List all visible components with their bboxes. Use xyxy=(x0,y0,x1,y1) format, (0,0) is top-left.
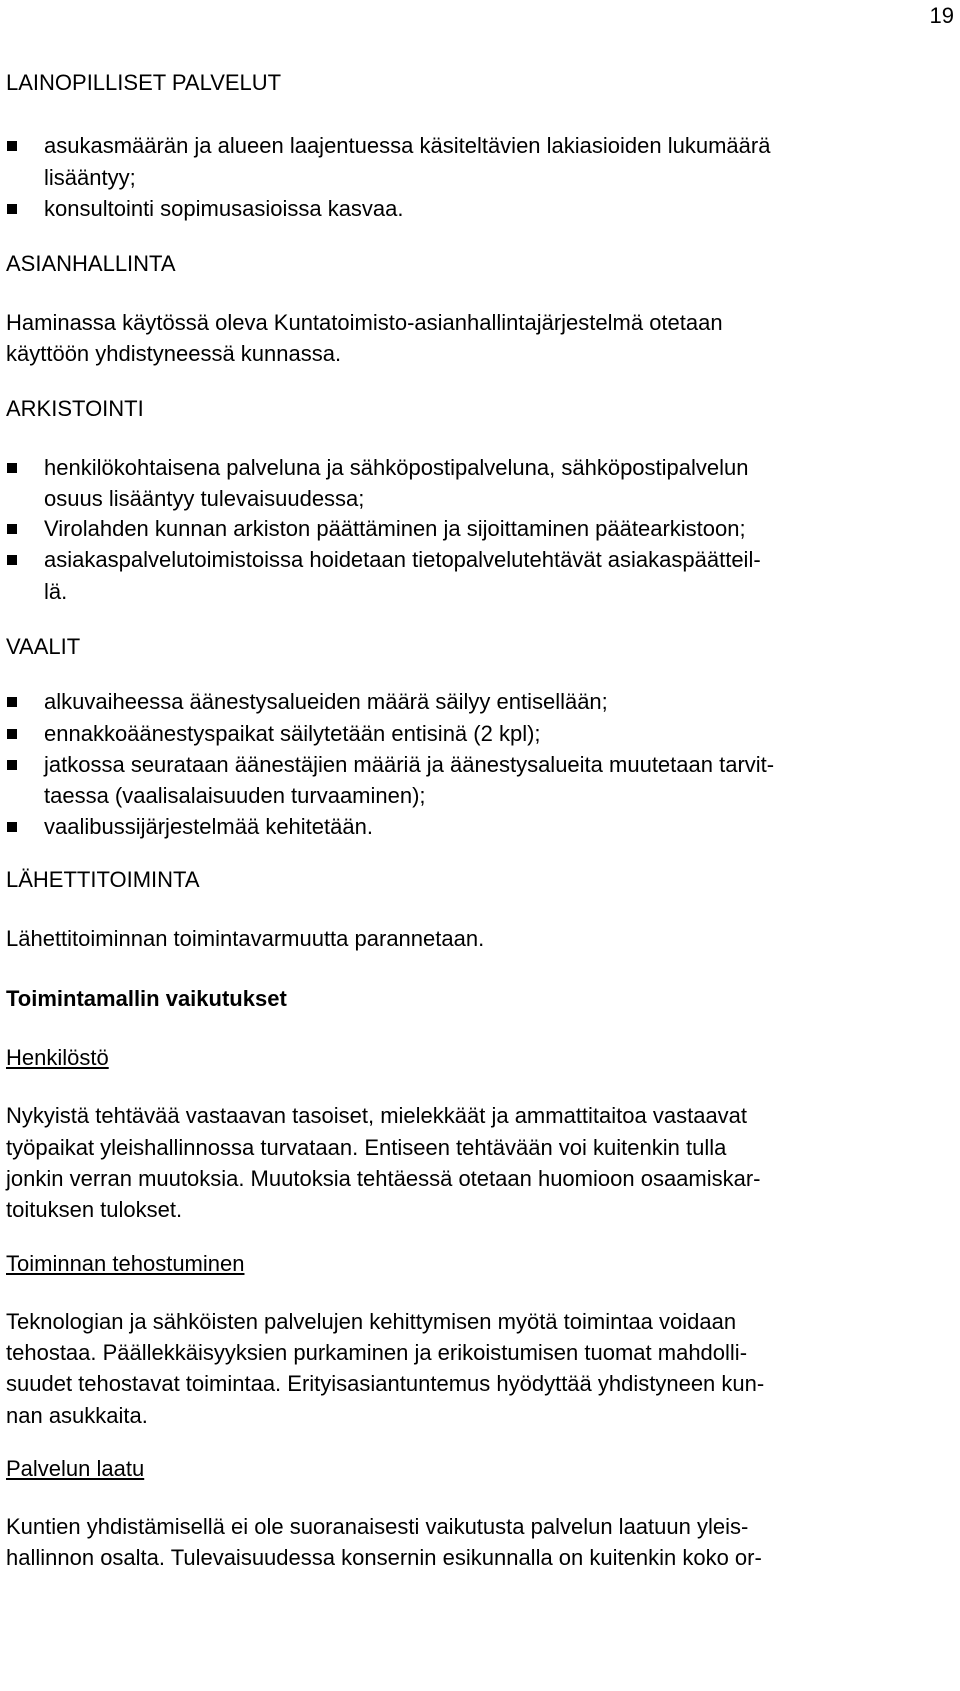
section-heading-arkistointi: ARKISTOINTI xyxy=(6,396,144,421)
list-item xyxy=(44,686,608,719)
bullet-marker xyxy=(7,729,17,739)
list-item xyxy=(44,513,746,546)
list-item xyxy=(44,544,761,577)
paragraph-line: Nykyistä tehtävää vastaavan tasoiset, mielekkäät ja ammattitaitoa vastaavat xyxy=(6,1103,748,1128)
subsection-heading-tehostuminen: Toiminnan tehostuminen xyxy=(6,1251,245,1276)
subsection-heading-henkilosto: Henkilöstö xyxy=(6,1045,109,1070)
paragraph-line: työpaikat yleishallinnossa turvataan. Entiseen tehtävään voi kuitenkin tulla xyxy=(6,1135,727,1160)
section-heading-lahettitoiminta: LÄHETTITOIMINTA xyxy=(6,867,200,892)
list-item-text: asukasmäärän ja alueen laajentuessa käsiteltävien lakiasioiden lukumäärä xyxy=(44,133,771,158)
list-item-continuation: lisääntyy; xyxy=(44,165,136,190)
list-item-text: asiakaspalvelutoimistoissa hoidetaan tietopalvelutehtävät asiakaspäätteil- xyxy=(44,547,761,572)
section-heading-lainopilliset: LAINOPILLISET PALVELUT xyxy=(6,70,282,95)
section-heading-asianhallinta: ASIANHALLINTA xyxy=(6,251,176,276)
list-item-text: henkilökohtaisena palveluna ja sähköpostipalveluna, sähköpostipalvelun xyxy=(44,455,749,480)
paragraph-line: suudet tehostavat toimintaa. Erityisasiantuntemus hyödyttää yhdistyneen kun- xyxy=(6,1371,765,1396)
list-item xyxy=(44,193,404,226)
paragraph-line: Teknologian ja sähköisten palvelujen kehittymisen myötä toimintaa voidaan xyxy=(6,1309,737,1334)
list-item-text: vaalibussijärjestelmää kehitetään. xyxy=(44,814,373,839)
list-item-continuation: lä. xyxy=(44,579,68,604)
section-heading-vaalit: VAALIT xyxy=(6,634,81,659)
bullet-marker xyxy=(7,555,17,565)
paragraph-line: Lähettitoiminnan toimintavarmuutta parannetaan. xyxy=(6,926,485,951)
paragraph-line: jonkin verran muutoksia. Muutoksia tehtäessä otetaan huomioon osaamiskar- xyxy=(6,1166,761,1191)
paragraph-line: hallinnon osalta. Tulevaisuudessa konsernin esikunnalla on kuitenkin koko or- xyxy=(6,1545,762,1570)
paragraph-line: Kuntien yhdistämisellä ei ole suoranaisesti vaikutusta palvelun laatuun yleis- xyxy=(6,1514,749,1539)
paragraph-line: toituksen tulokset. xyxy=(6,1197,183,1222)
bullet-marker xyxy=(7,463,17,473)
page-number: 19 xyxy=(929,3,954,28)
bullet-marker xyxy=(7,697,17,707)
list-item-continuation: osuus lisääntyy tulevaisuudessa; xyxy=(44,486,365,511)
list-item-text: alkuvaiheessa äänestysalueiden määrä säilyy entisellään; xyxy=(44,689,608,714)
list-item-text: jatkossa seurataan äänestäjien määriä ja äänestysalueita muutetaan tarvit- xyxy=(44,752,775,777)
list-item xyxy=(44,811,373,844)
bullet-marker xyxy=(7,822,17,832)
list-item xyxy=(44,749,774,782)
list-item-text: konsultointi sopimusasioissa kasvaa. xyxy=(44,196,404,221)
list-item xyxy=(44,130,770,163)
list-item-text: ennakkoäänestyspaikat säilytetään entisinä (2 kpl); xyxy=(44,721,541,746)
subsection-heading-laatu: Palvelun laatu xyxy=(6,1456,145,1481)
list-item xyxy=(44,452,749,485)
paragraph-line: nan asukkaita. xyxy=(6,1403,148,1428)
paragraph-line: käyttöön yhdistyneessä kunnassa. xyxy=(6,341,342,366)
bullet-marker xyxy=(7,524,17,534)
paragraph-line: Haminassa käytössä oleva Kuntatoimisto-asianhallintajärjestelmä otetaan xyxy=(6,310,723,335)
section-heading-toimintamalli: Toimintamallin vaikutukset xyxy=(6,986,287,1011)
list-item-continuation: taessa (vaalisalaisuuden turvaaminen); xyxy=(44,783,426,808)
bullet-marker xyxy=(7,204,17,214)
list-item xyxy=(44,718,541,751)
paragraph-line: tehostaa. Päällekkäisyyksien purkaminen ja erikoistumisen tuomat mahdolli- xyxy=(6,1340,748,1365)
bullet-marker xyxy=(7,141,17,151)
bullet-marker xyxy=(7,760,17,770)
list-item-text: Virolahden kunnan arkiston päättäminen ja sijoittaminen päätearkistoon; xyxy=(44,516,746,541)
